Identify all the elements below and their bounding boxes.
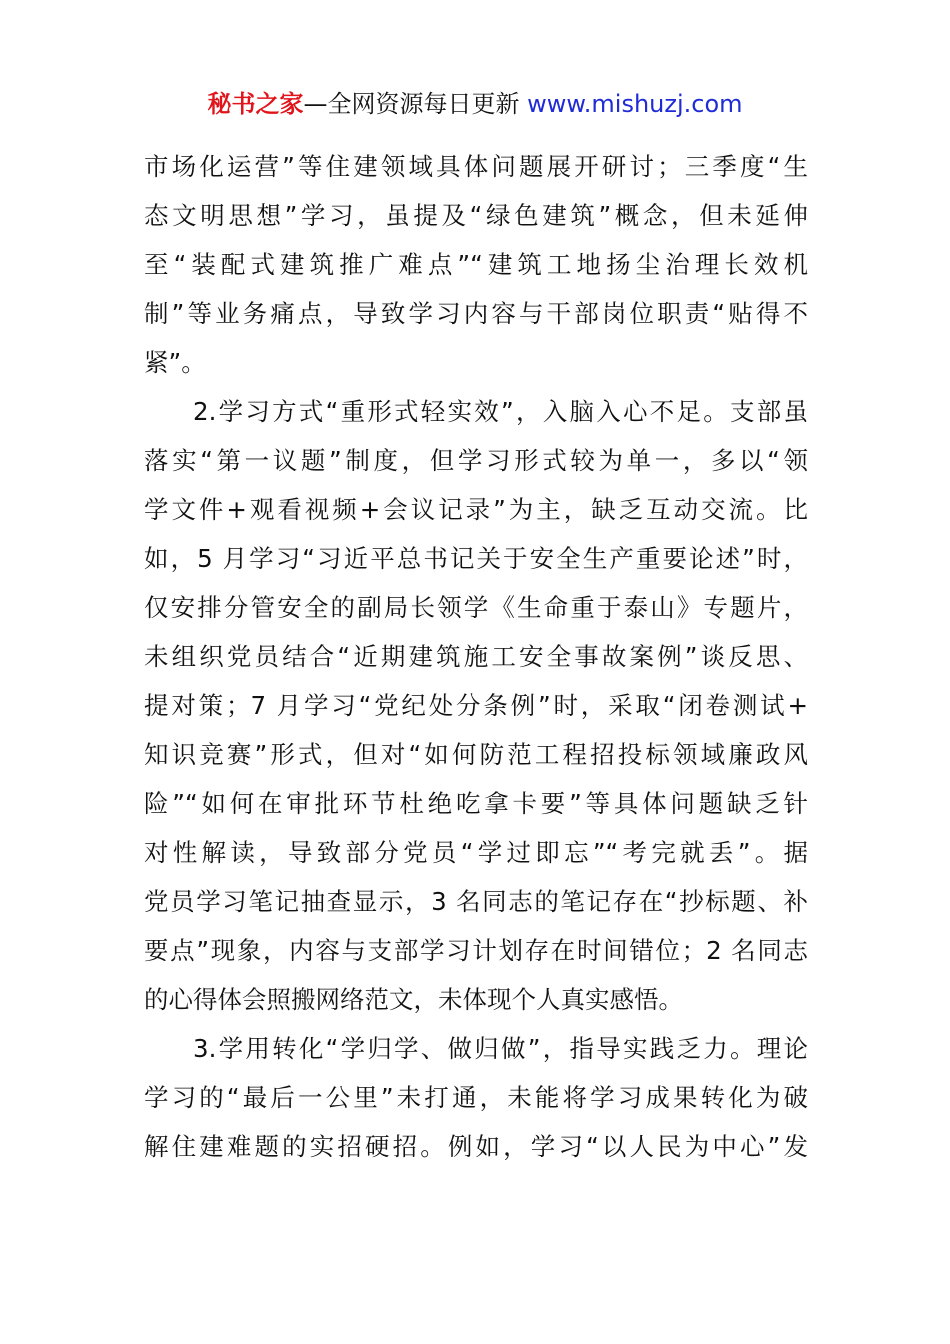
site-header bbox=[0, 84, 950, 124]
body-line: 提对策；7 月学习“党纪处分条例”时，采取“闭卷测试+ bbox=[144, 691, 808, 720]
body-line: 至“装配式建筑推广难点”“建筑工地扬尘治理长效机 bbox=[144, 250, 808, 279]
body-line: 仅安排分管安全的副局长领学《生命重于泰山》专题片， bbox=[144, 593, 808, 622]
body-line: 党员学习笔记抽查显示，3 名同志的笔记存在“抄标题、补 bbox=[144, 887, 808, 916]
body-line: 落实“第一议题”制度，但学习形式较为单一，多以“领 bbox=[144, 446, 808, 475]
body-line: 态文明思想”学习，虽提及“绿色建筑”概念，但未延伸 bbox=[144, 201, 808, 230]
site-tagline: —全网资源每日更新 bbox=[303, 90, 528, 118]
paragraph-heading-2: 2.学习方式“重形式轻实效”，入脑入心不足。支部虽 bbox=[193, 397, 808, 426]
document-body bbox=[144, 142, 808, 1171]
body-line: 对性解读，导致部分党员“学过即忘”“考完就丢”。据 bbox=[144, 838, 808, 867]
body-line: 险”“如何在审批环节杜绝吃拿卡要”等具体问题缺乏针 bbox=[144, 789, 808, 818]
site-brand: 秘书之家 bbox=[207, 90, 304, 118]
site-url-link[interactable]: www.mishuzj.com bbox=[527, 90, 743, 118]
paragraph-heading-3: 3.学用转化“学归学、做归做”，指导实践乏力。理论 bbox=[193, 1034, 808, 1063]
body-line: 解住建难题的实招硬招。例如，学习“以人民为中心”发 bbox=[144, 1132, 808, 1161]
body-line: 制”等业务痛点，导致学习内容与干部岗位职责“贴得不 bbox=[144, 299, 808, 328]
body-line: 未组织党员结合“近期建筑施工安全事故案例”谈反思、 bbox=[144, 642, 808, 671]
body-line: 的心得体会照搬网络范文，未体现个人真实感悟。 bbox=[144, 985, 683, 1014]
body-line: 学习的“最后一公里”未打通，未能将学习成果转化为破 bbox=[144, 1083, 808, 1112]
body-line: 要点”现象，内容与支部学习计划存在时间错位；2 名同志 bbox=[144, 936, 808, 965]
body-line: 紧”。 bbox=[144, 348, 206, 377]
body-line: 知识竞赛”形式，但对“如何防范工程招投标领域廉政风 bbox=[144, 740, 808, 769]
body-line: 如，5 月学习“习近平总书记关于安全生产重要论述”时， bbox=[144, 544, 808, 573]
body-line: 学文件+观看视频+会议记录”为主，缺乏互动交流。比 bbox=[144, 495, 808, 524]
body-line: 市场化运营”等住建领域具体问题展开研讨；三季度“生 bbox=[144, 152, 808, 181]
